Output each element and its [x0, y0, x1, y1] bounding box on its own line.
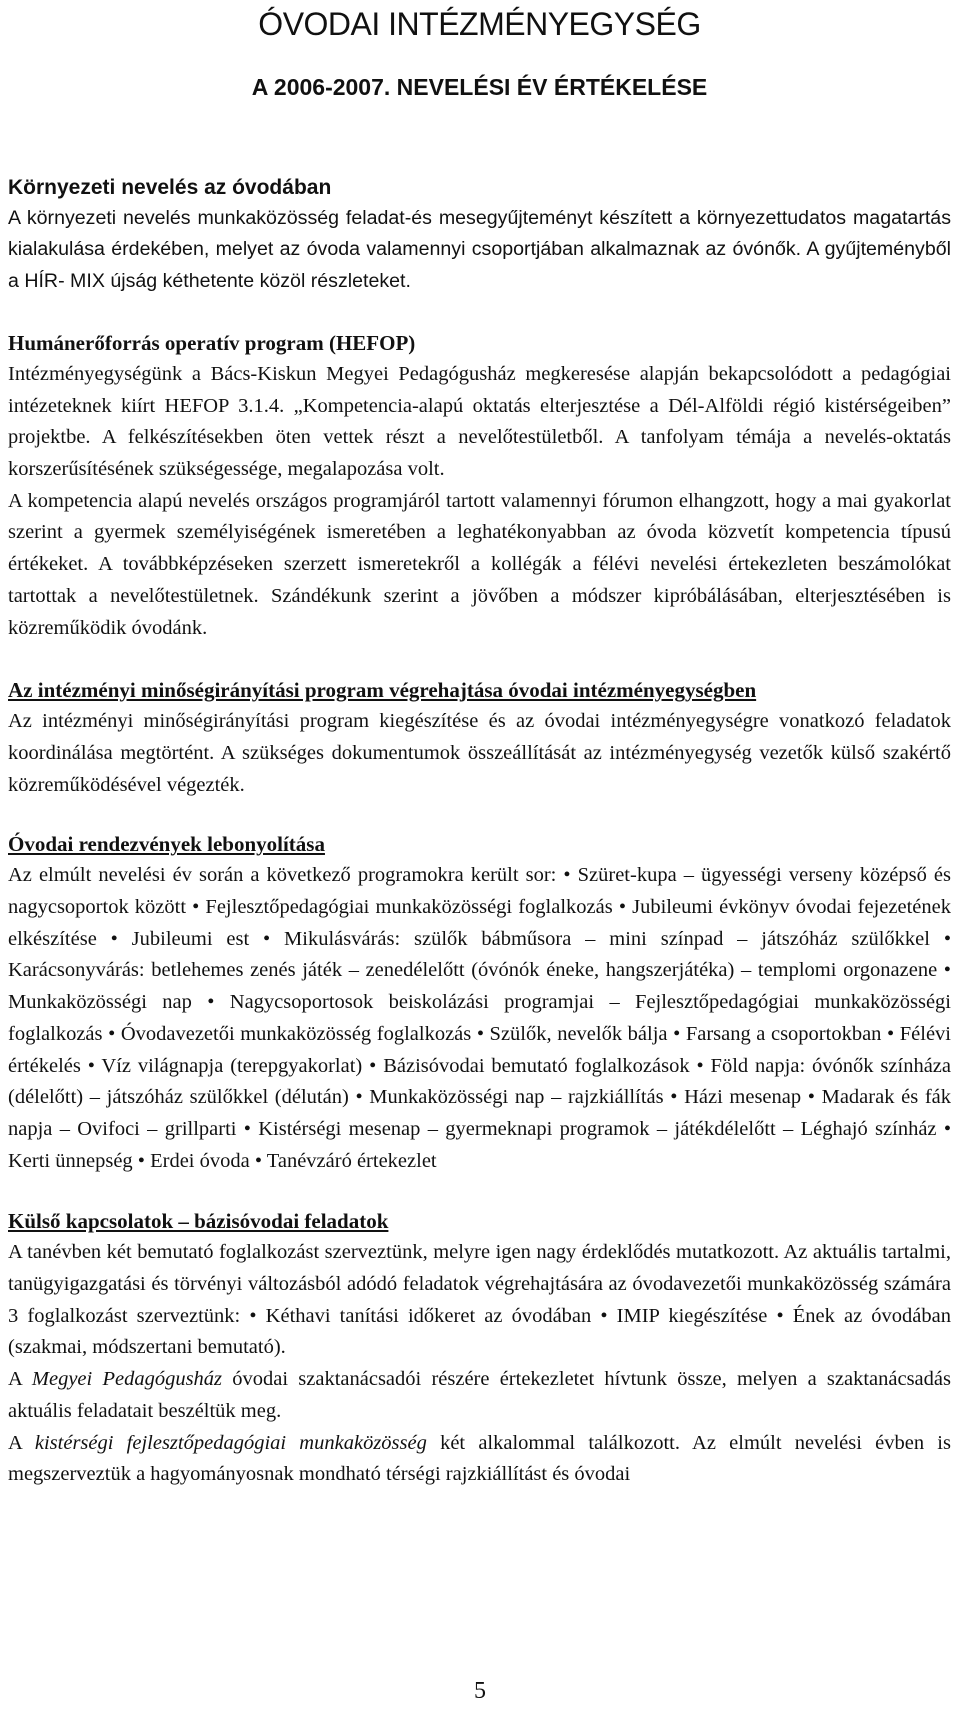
text: A [8, 1431, 35, 1454]
paragraph: Az intézményi minőségirányítási program kiegészítése és az óvodai intézményegységre vonatkozó feladatok koordinálása megtörtént. A szükséges dokumentumok összeállítását az intézményegység vezetők külső szakértő közreműködésével végezték. [8, 710, 951, 796]
section-hefop [8, 328, 951, 644]
emphasis: Megyei Pedagógusház [31, 1368, 223, 1391]
text: A [8, 1368, 32, 1391]
document-subtitle: A 2006-2007. NEVELÉSI ÉV ÉRTÉKELÉSE [251, 74, 708, 100]
section-quality-management [8, 675, 951, 801]
section-heading: Környezeti nevelés az óvodában [8, 176, 332, 199]
paragraph-kistersegi [8, 1428, 951, 1491]
section-external-relations [8, 1206, 951, 1491]
page-number: 5 [474, 1678, 486, 1704]
text: óvodai szaktanácsadói részére értekezletet hívtunk össze, melyen a szaktanácsadás aktuális feladatait beszéltük meg. [8, 1368, 951, 1422]
section-environmental-education [8, 172, 951, 297]
paragraph: Intézményegységünk a Bács-Kiskun Megyei Pedagógusház megkeresése alapján bekapcsolódott a pedagógiai intézeteknek kiírt HEFOP 3.1.4. „Kompetencia-alapú oktatás elterjesztése a Dél-Alföldi régió kistérségeiben” projektbe. A felkészítésekben öten vettek részt a nevelőtestületből. A tanfolyam témája a nevelés-oktatás korszerűsítésének szükségessége, megalapozása volt. [8, 362, 951, 480]
paragraph: A tanévben két bemutató foglalkozást szerveztünk, melyre igen nagy érdeklődés mutatkozott. Az aktuális tartalmi, tanügyigazgatási és törvényi változásból adódó feladatok végrehajtására az óvodavezetői munkaközösség számára 3 foglalkozást szerveztünk: • Kéthavi tanítási időkeret az óvodában • IMIP kiegészítése • Ének az óvodában (szakmai, módszertani bemutató). [8, 1241, 951, 1359]
document-title: ÓVODAI INTÉZMÉNYEGYSÉG [258, 6, 701, 42]
emphasis: kistérségi fejlesztőpedagógiai munkaközösség [34, 1431, 427, 1454]
text: két alkalommal találkozott. Az elmúlt nevelési évben is megszerveztük a hagyományosnak mondható térségi rajzkiállítást és óvodai [8, 1431, 951, 1486]
paragraph-megyei-pedagogushaz [8, 1364, 951, 1427]
paragraph: A környezeti nevelés munkaközösség feladat-és mesegyűjteményt készített a környezettudatos magatartás kialakulása érdekében, melyet az óvoda valamennyi csoportjában alkalmaznak az óvónők. A gyűjteményből a HÍR- MIX újság kéthetente közöl részleteket. [8, 207, 951, 292]
paragraph: A kompetencia alapú nevelés országos programjáról tartott valamennyi fórumon elhangzott, hogy a mai gyakorlat szerint a gyermek személyiségének ismeretében a leghatékonyabban az óvoda közvetít kompetencia típusú értékeket. A továbbképzéseken szerzett ismeretekről a kollégák a félévi nevelési értekezleten beszámolókat tartottak a nevelőtestületnek. Szándékunk szerint a jövőben a módszer kipróbálásában, elterjesztésében is közreműködik óvodánk. [8, 489, 951, 639]
section-events [8, 829, 951, 1177]
section-heading: Óvodai rendezvények lebonyolítása [8, 832, 325, 857]
section-heading: Humánerőforrás operatív program (HEFOP) [8, 330, 416, 355]
paragraph: Az elmúlt nevelési év során a következő programokra került sor: • Szüret-kupa – ügyességi verseny középső és nagycsoportok között • Fejlesztőpedagógiai munkaközösségi foglalkozás • Jubileumi évkönyv óvodai fejezetének elkészítése • Jubileumi est • Mikulásvárás: szülők bábműsora – mini színpad – játszóház szülőkkel • Karácsonyvárás: betlehemes zenés játék – zenedélelőtt (óvónók éneke, hangszerjátéka) – templomi orgonazene • Munkaközösségi nap • Nagycsoportosok beiskolázási programjai – Fejlesztőpedagógiai munkaközösségi foglalkozás • Óvodavezetői munkaközösség foglalkozás • Szülők, nevelők bálja • Farsang a csoportokban • Félévi értékelés • Víz világnapja (terepgyakorlat) • Bázisóvodai bemutató foglalkozások • Föld napja: óvónők színháza (délelőtt) – játszóház szülőkkel (délután) • Munkaközösségi nap – rajzkiállítás • Házi mesenap • Madarak és fák napja – Ovifoci – grillparti • Kistérségi mesenap – gyermeknapi programok – játékdélelőtt – Léghajó színház • Kerti ünnepség • Erdei óvoda • Tanévzáró értekezlet [8, 864, 951, 1172]
section-heading: Külső kapcsolatok – bázisóvodai feladatok [8, 1209, 389, 1234]
section-heading: Az intézményi minőségirányítási program végrehajtása óvodai intézményegységben [8, 678, 757, 703]
document-page [8, 0, 951, 1491]
